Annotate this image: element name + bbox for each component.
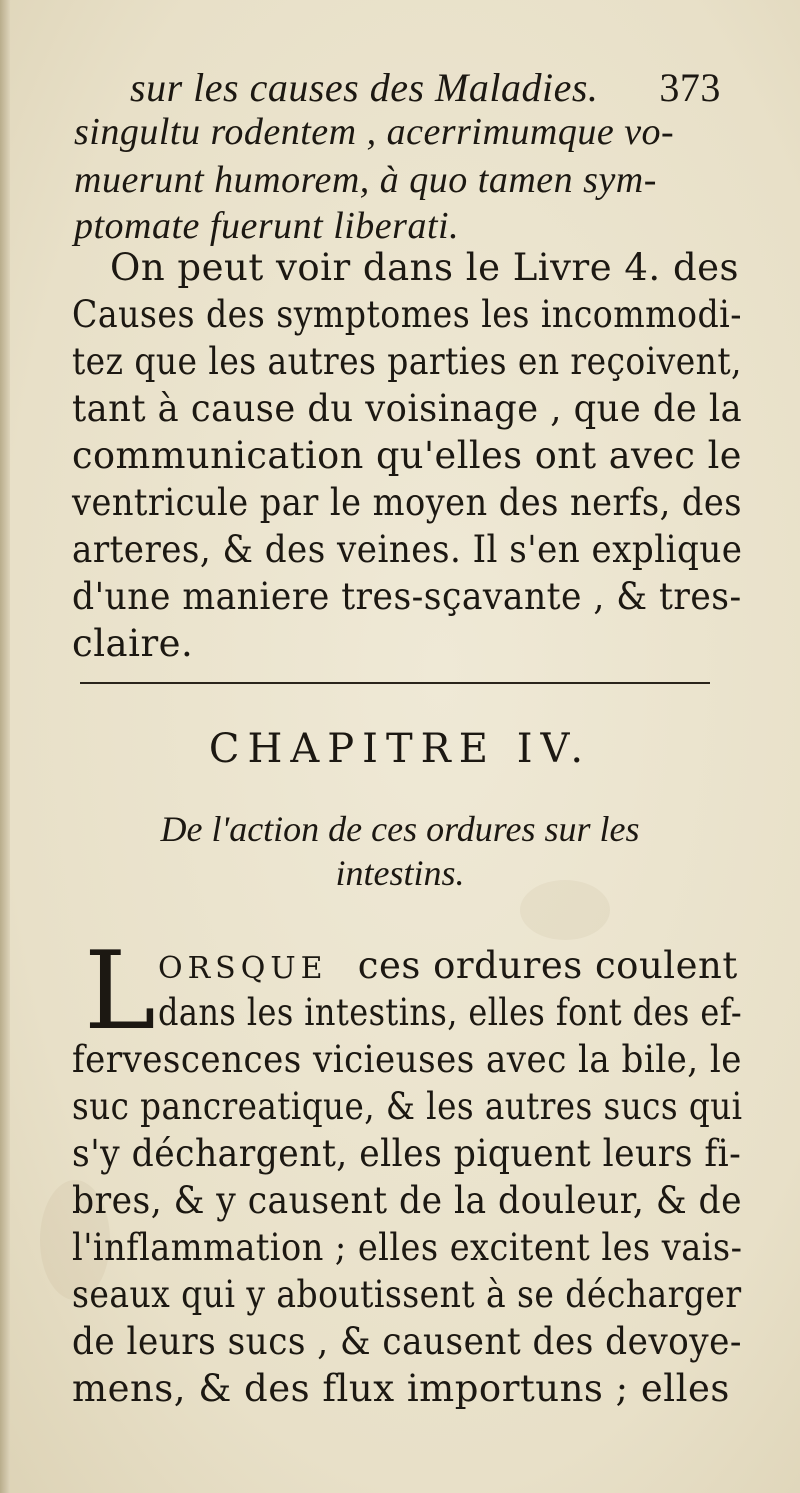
- paragraph-line: dans les intestins, elles font des ef-: [158, 991, 743, 1034]
- latin-line: singultu rodentem , acerrimumque vo-: [74, 111, 675, 153]
- latin-line: ptomate fuerunt liberati.: [74, 205, 460, 247]
- paragraph-line: arteres, & des veines. Il s'en explique: [72, 528, 743, 571]
- paragraph-line: d'une maniere tres-sçavante , & tres-: [72, 575, 742, 618]
- paragraph-line: tant à cause du voisinage , que de la: [72, 387, 743, 430]
- paragraph-line: mens, & des flux importuns ; elles: [72, 1367, 730, 1410]
- paragraph-line-text: ces ordures coulent: [357, 944, 738, 987]
- section-rule: [80, 682, 710, 684]
- paragraph-line: ventricule par le moyen des nerfs, des: [72, 481, 742, 524]
- page-number: 373: [659, 65, 721, 110]
- paragraph-line: de leurs sucs , & causent des devoye-: [72, 1320, 742, 1363]
- paragraph-line: communication qu'elles ont avec le: [72, 434, 742, 477]
- paragraph-line: seaux qui y aboutissent à se décharger: [72, 1273, 742, 1316]
- paragraph-line: [158, 944, 738, 987]
- first-word-smallcaps: ORSQUE: [158, 951, 328, 986]
- running-head-title: sur les causes des Maladies.: [130, 65, 599, 110]
- paragraph-line: s'y déchargent, elles piquent leurs fi-: [72, 1132, 742, 1175]
- paragraph-line: tez que les autres parties en reçoivent,: [72, 340, 742, 383]
- paragraph-line: suc pancreatique, & les autres sucs qui: [72, 1085, 743, 1128]
- chapter-subtitle: De l'action de ces ordures sur les: [160, 809, 640, 849]
- paragraph-line: On peut voir dans le Livre 4. des: [110, 246, 740, 289]
- paragraph-line: l'inflammation ; elles excitent les vais-: [72, 1226, 743, 1269]
- paragraph-line: claire.: [72, 622, 194, 665]
- chapter-title: CHAPITRE IV.: [208, 726, 592, 772]
- drop-cap: L: [84, 929, 156, 1054]
- latin-line: muerunt humorem, à quo tamen sym-: [74, 159, 657, 201]
- paragraph-line: fervescences vicieuses avec la bile, le: [72, 1038, 742, 1081]
- chapter-subtitle: intestins.: [335, 853, 465, 893]
- running-head: [130, 64, 721, 111]
- paragraph-line: bres, & y causent de la douleur, & de: [72, 1179, 743, 1222]
- paragraph-line: Causes des symptomes les incommodi-: [72, 293, 742, 336]
